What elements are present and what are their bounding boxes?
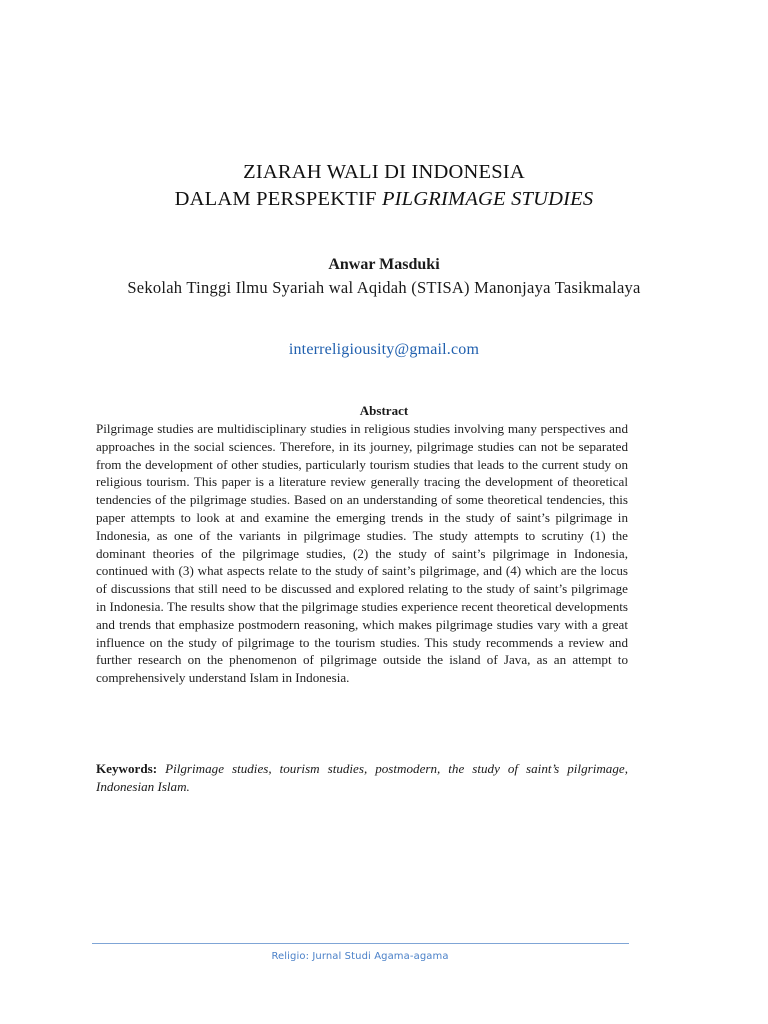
paper-title-line-1 <box>0 160 768 184</box>
keywords-paragraph <box>96 760 628 796</box>
title-line-2-italic: PILGRIMAGE STUDIES <box>381 188 594 210</box>
keywords-label: Keywords: <box>96 761 158 776</box>
abstract-body: Pilgrimage studies are multidisciplinary studies in religious studies involving many perspectives and approaches in the social sciences. Therefore, in its journey, pilgrimage studies can not be separated from the development of other studies, particularly tourism studies that leads to the current study on religious tourism. This paper is a literature review generally tracing the development of theoretical tendencies of the pilgrimage studies. Based on an understanding of some theoretical tendencies, this paper attempts to look at and examine the emerging trends in the study of saint’s pilgrimage in Indonesia, as one of the variants in pilgrimage studies. The study attempts to scrutiny (1) the dominant theories of the pilgrimage studies, (2) the study of saint’s pilgrimage in Indonesia, continued with (3) what aspects relate to the study of saint’s pilgrimage, and (4) which are the locus of discussions that still need to be discussed and explored relating to the study of saint’s pilgrimage in Indonesia. The results show that the pilgrimage studies experience recent theoretical developments and trends that emphasize postmodern reasoning, which makes pilgrimage studies vary with a great influence on the study of pilgrimage to the tourism studies. This study recommends a review and further research on the phenomenon of pilgrimage outside the island of Java, as an attempt to comprehensively understand Islam in Indonesia. <box>96 421 628 686</box>
title-line-2-prefix: DALAM PERSPEKTIF <box>174 188 382 210</box>
keywords-text: Pilgrimage studies, tourism studies, postmodern, the study of saint’s pilgrimage, Indonesian Islam. <box>96 761 628 794</box>
paper-title-line-2 <box>0 187 768 211</box>
footer-journal-name: Religio: Jurnal Studi Agama-agama <box>271 951 449 962</box>
abstract-heading: Abstract <box>359 403 409 418</box>
author-affiliation: Sekolah Tinggi Ilmu Syariah wal Aqidah (STISA) Manonjaya Tasikmalaya <box>127 278 641 297</box>
author-name: Anwar Masduki <box>328 256 440 273</box>
title-line-1-text: ZIARAH WALI DI INDONESIA <box>243 161 525 183</box>
author-email-link[interactable]: interreligiousity@gmail.com <box>288 341 480 358</box>
footer-divider <box>92 943 629 944</box>
